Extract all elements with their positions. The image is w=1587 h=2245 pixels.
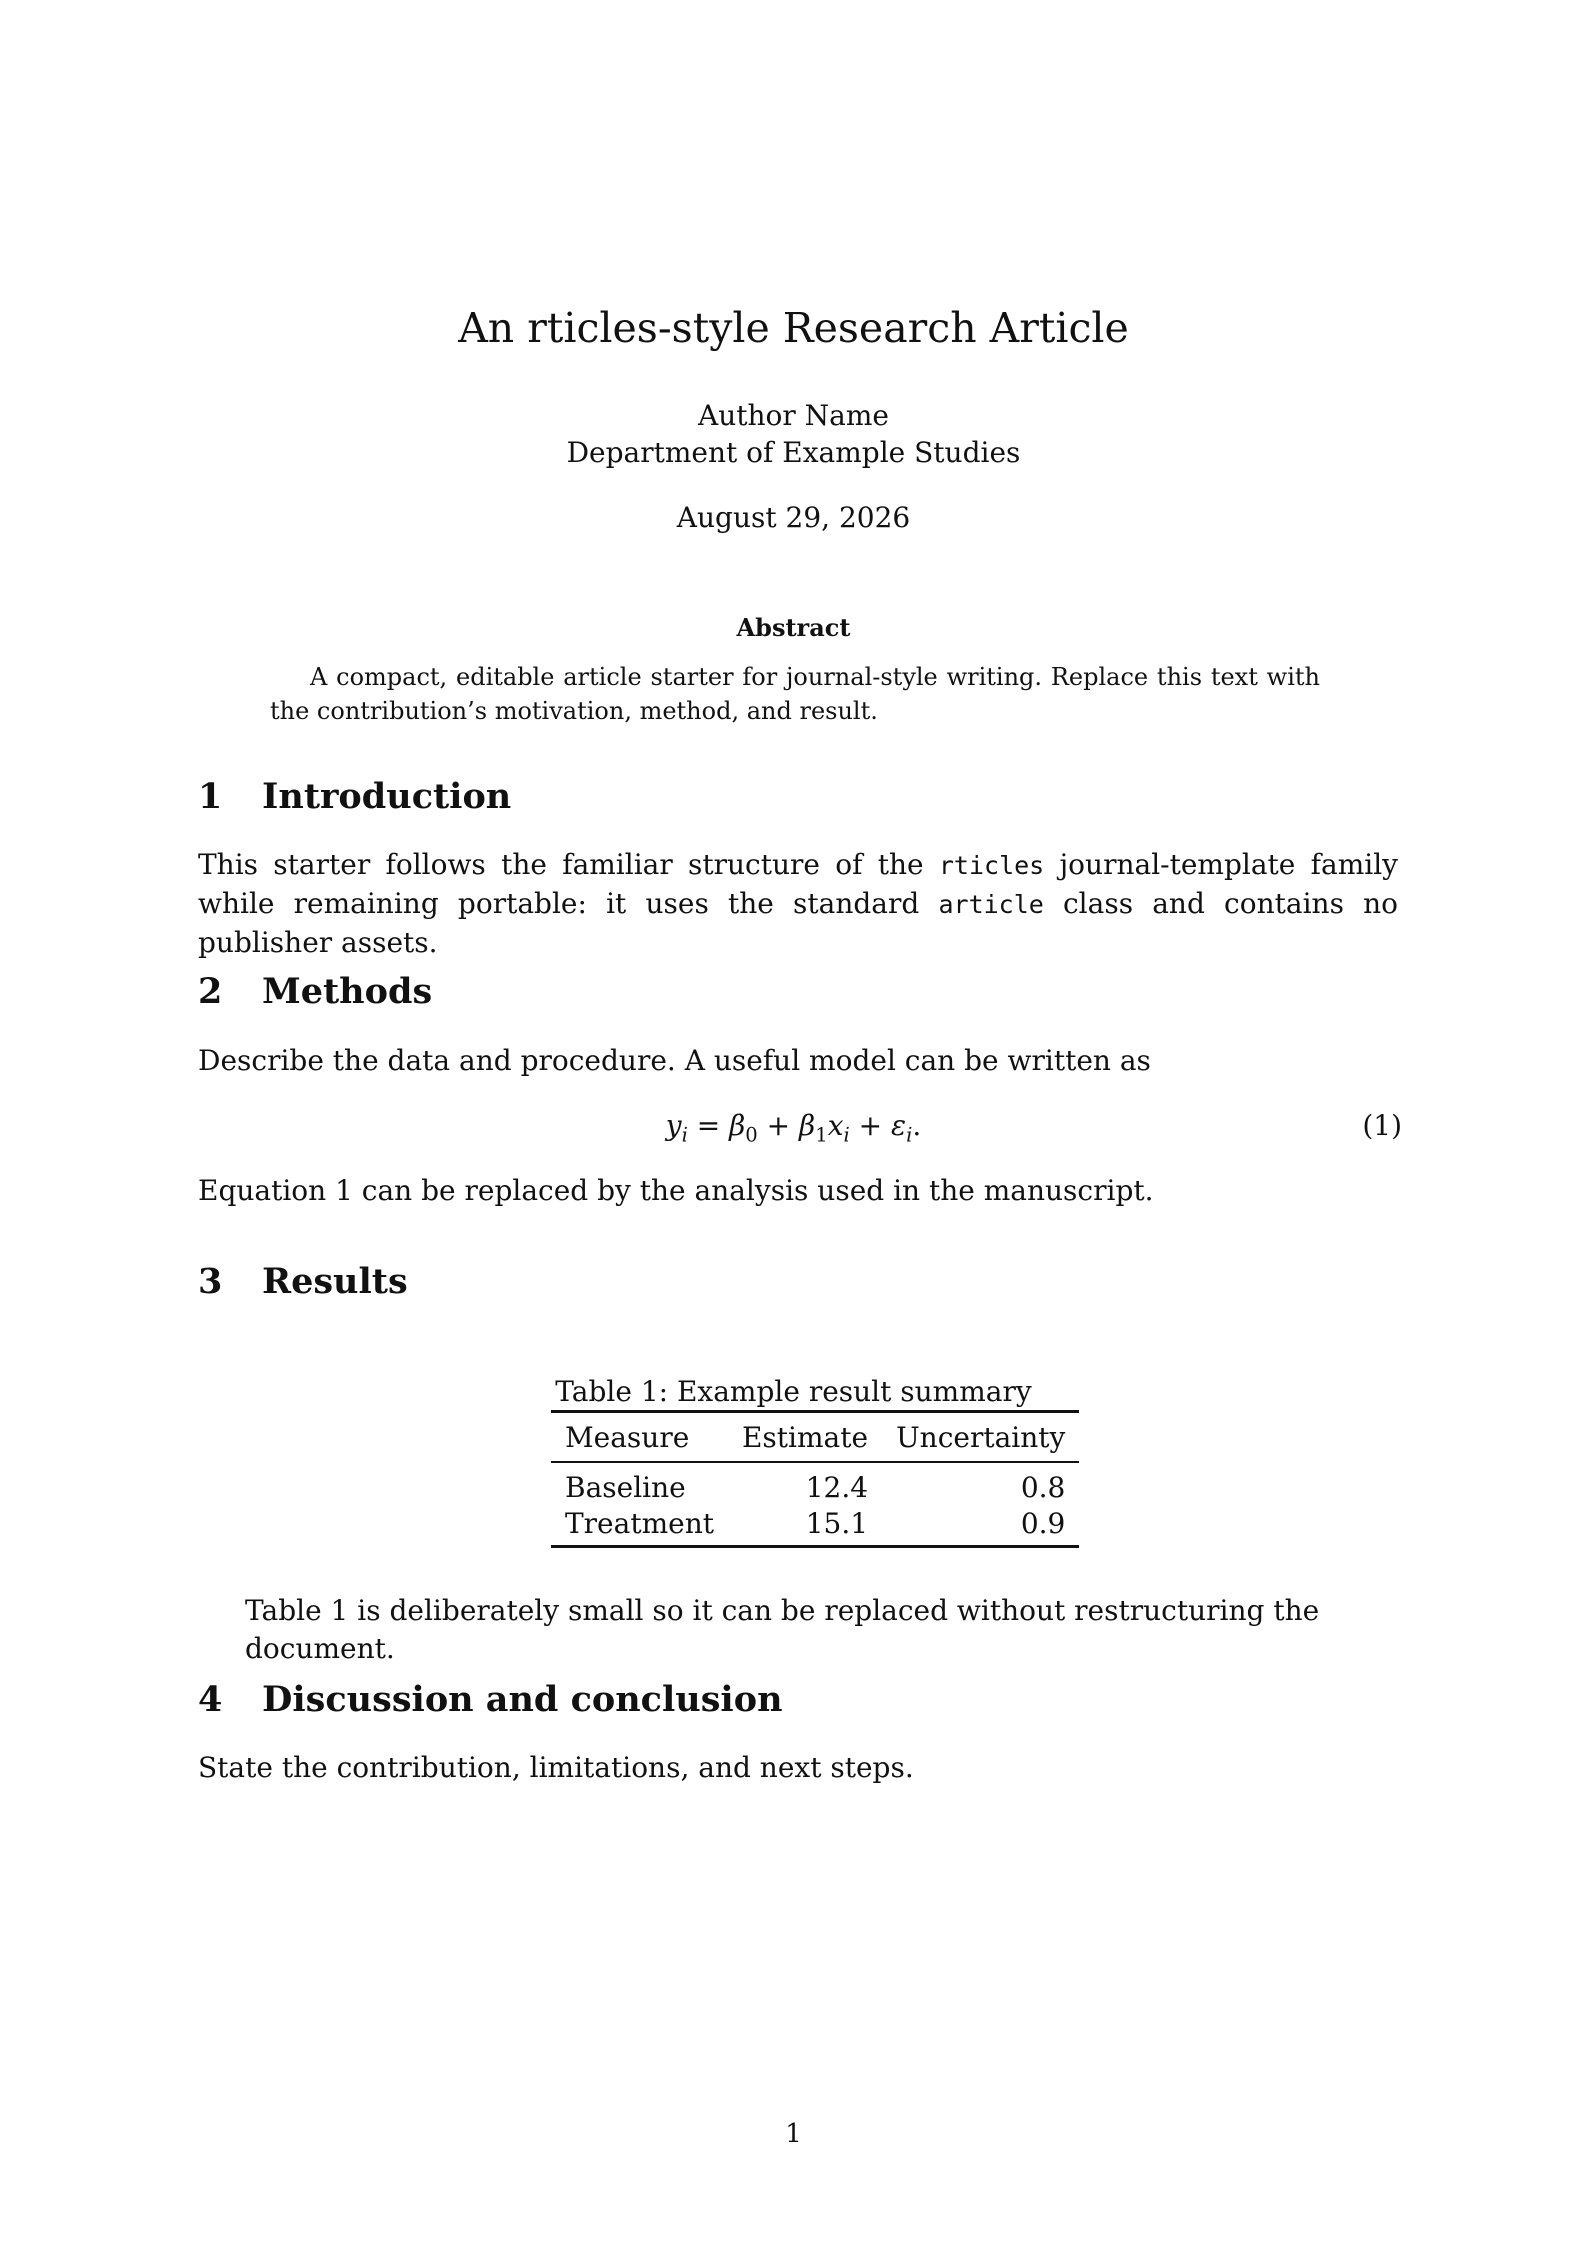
equation-number: (1) — [1362, 1109, 1402, 1142]
discussion-paragraph: State the contribution, limitations, and next steps. — [198, 1751, 914, 1784]
code-article: article — [938, 890, 1044, 919]
abstract-heading: Abstract — [736, 613, 851, 642]
eq-epsilon-sub: i — [906, 1123, 913, 1147]
methods-after-paragraph: Equation 1 can be replaced by the analysis used in the manuscript. — [198, 1174, 1154, 1207]
eq-beta0: β — [729, 1109, 746, 1142]
intro-text-1: This starter follows the familiar structure of the — [198, 848, 939, 881]
section-number: 4 — [198, 1679, 223, 1720]
eq-plus: + — [849, 1109, 892, 1142]
section-number: 1 — [198, 776, 223, 817]
section-heading-discussion — [198, 1678, 783, 1722]
table-cell: 0.9 — [882, 1505, 1079, 1547]
table-cell: Treatment — [551, 1505, 728, 1547]
section-heading-results — [198, 1260, 408, 1304]
author-name: Author Name — [698, 399, 889, 432]
results-table — [551, 1410, 1079, 1548]
table-header-cell: Uncertainty — [882, 1412, 1079, 1463]
code-rticles: rticles — [938, 851, 1045, 880]
section-heading-methods — [198, 970, 432, 1014]
author-affiliation: Department of Example Studies — [566, 436, 1021, 469]
section-title: Methods — [262, 971, 433, 1012]
page-number: 1 — [785, 2119, 802, 2149]
eq-equals: = — [687, 1109, 730, 1142]
table-header-cell: Estimate — [728, 1412, 882, 1463]
table-cell: Baseline — [565, 1470, 686, 1504]
equation — [0, 1107, 1587, 1155]
abstract-text: A compact, editable article starter for journal-style writing. Replace this text with the contribution’s motivation, method, and result. — [270, 663, 1320, 725]
eq-y-sub: i — [681, 1123, 688, 1147]
introduction-paragraph — [198, 846, 1398, 962]
eq-beta1: β — [799, 1109, 816, 1142]
eq-beta0-sub: 0 — [745, 1123, 758, 1147]
intro-text-3: class and contains no publisher assets. — [198, 887, 1398, 959]
eq-x-sub: i — [843, 1123, 850, 1147]
eq-beta1-sub: 1 — [815, 1123, 828, 1147]
intro-text-2: journal-template family while remaining portable: it uses the standard — [198, 848, 1398, 920]
table-cell: 12.4 — [805, 1470, 869, 1504]
table-cell: 15.1 — [728, 1505, 882, 1547]
table-caption: Table 1: Example result summary — [555, 1375, 1032, 1408]
eq-period: . — [912, 1109, 922, 1142]
table-row — [551, 1462, 1079, 1505]
section-title: Introduction — [262, 776, 512, 817]
table-row — [551, 1505, 1079, 1547]
section-title: Results — [262, 1261, 408, 1302]
results-paragraph: Table 1 is deliberately small so it can be replaced without restructuring the document. — [245, 1594, 1320, 1665]
section-number: 2 — [198, 971, 223, 1012]
eq-plus: + — [757, 1109, 800, 1142]
eq-x: x — [827, 1109, 844, 1142]
section-title: Discussion and conclusion — [262, 1679, 783, 1720]
eq-epsilon: ε — [891, 1109, 907, 1142]
methods-paragraph: Describe the data and procedure. A useful model can be written as — [198, 1044, 1151, 1077]
table-cell: 0.8 — [1020, 1470, 1066, 1504]
table-header-row — [551, 1412, 1079, 1463]
table-header-cell: Measure — [551, 1412, 728, 1463]
section-number: 3 — [198, 1261, 223, 1302]
section-heading-introduction — [198, 775, 511, 819]
eq-y: y — [665, 1109, 682, 1142]
paper-title: An rticles-style Research Article — [458, 304, 1129, 352]
paper-date: August 29, 2026 — [676, 501, 911, 534]
